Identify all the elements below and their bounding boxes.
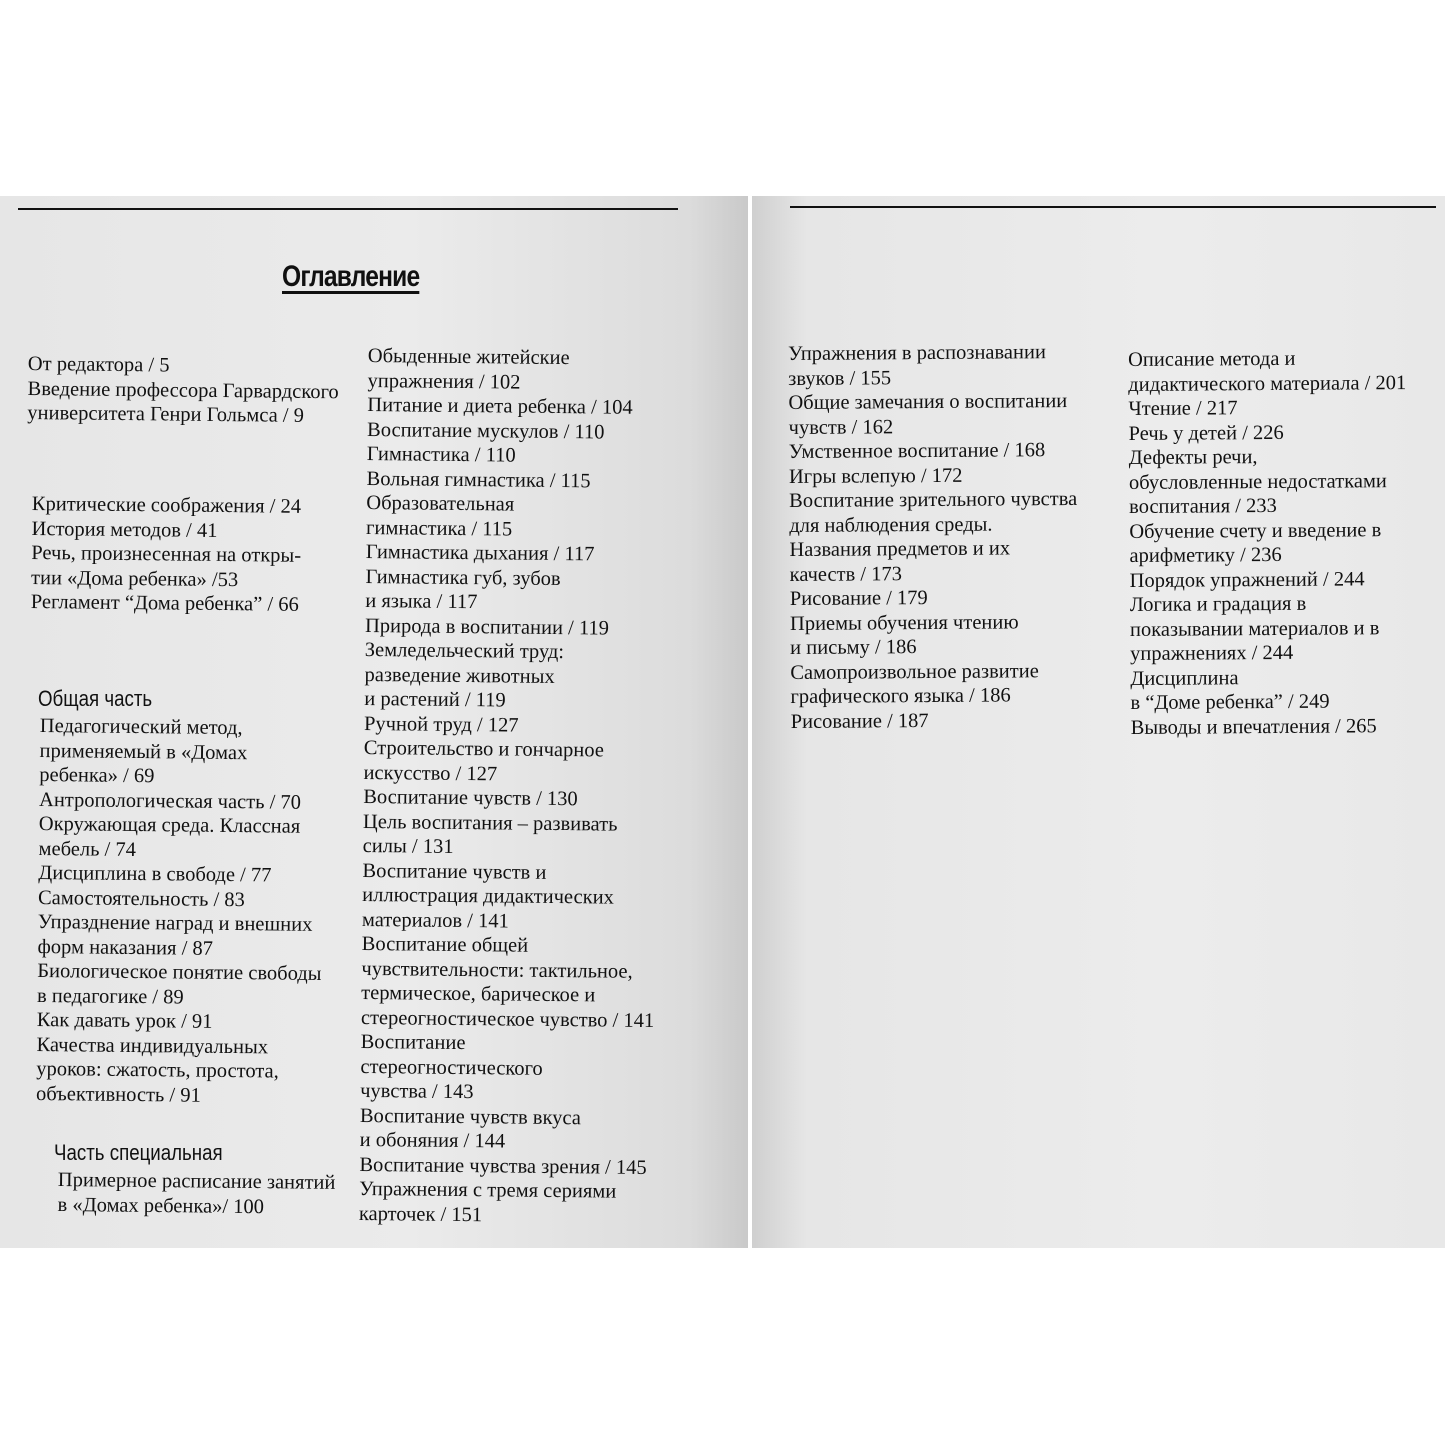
toc-entry: Воспитание стереогностического чувства / 143 (360, 1030, 543, 1104)
page-title: Оглавление (282, 260, 420, 293)
toc-entry: Регламент “Дома ребенка” / 66 (30, 590, 299, 616)
toc-entry: Цель воспитания – развивать силы / 131 (362, 810, 618, 858)
toc-entry: Дефекты речи, обусловленные недостатками воспитания / 233 (1128, 446, 1387, 518)
toc-front-matter (27, 352, 348, 429)
toc-entry: Природа в воспитании / 119 (364, 614, 610, 640)
toc-intro-group (31, 492, 352, 618)
toc-entry: Антропологическая часть / 70 (38, 788, 302, 814)
toc-entry: Педагогический метод, применяемый в «Домах ребенка» / 69 (39, 714, 248, 788)
section-heading-special: Часть специальная (54, 1140, 223, 1165)
toc-entry: Качества индивидуальных уроков: сжатость, простота, объективность / 91 (35, 1033, 279, 1107)
toc-entry: Воспитание чувства зрения / 145 (359, 1153, 647, 1179)
toc-entry: Дисциплина в “Доме ребенка” / 249 (1130, 666, 1330, 714)
toc-entry: Гимнастика губ, зубов и языка / 117 (365, 565, 561, 614)
toc-entry: От редактора / 5 (27, 352, 170, 377)
toc-entry: Названия предметов и их качеств / 173 (789, 537, 1011, 586)
toc-entry: Ручной труд / 127 (363, 712, 519, 737)
toc-entry: Как давать урок / 91 (36, 1008, 213, 1033)
toc-entry: Питание и диета ребенка / 104 (367, 393, 633, 419)
toc-entry: Игры вслепую / 172 (788, 464, 963, 488)
toc-entry: Дисциплина в свободе / 77 (38, 861, 272, 887)
top-rule-right (790, 206, 1436, 208)
toc-entry: Умственное воспитание / 168 (788, 439, 1046, 463)
toc-entry: Окружающая среда. Классная мебель / 74 (38, 812, 301, 861)
toc-column-2 (359, 344, 708, 1230)
toc-entry: Общие замечания о воспитании чувств / 162 (788, 390, 1068, 439)
toc-entry: Чтение / 217 (1128, 397, 1238, 420)
toc-entry: Обыденные житейские упражнения / 102 (367, 344, 570, 394)
toc-entry: Земледельческий труд: разведение животных и растений / 119 (364, 638, 565, 712)
toc-entry: Биологическое понятие свободы в педагогике / 89 (36, 959, 322, 1009)
toc-column-3 (788, 340, 1121, 734)
toc-entry: Упражнения с тремя сериями карточек / 151 (358, 1177, 617, 1226)
top-rule-left (18, 208, 678, 210)
section-heading-general: Общая часть (38, 686, 153, 711)
toc-entry: Вольная гимнастика / 115 (366, 467, 591, 492)
toc-entry: Образовательная гимнастика / 115 (365, 491, 515, 541)
toc-entry: Воспитание мускулов / 110 (366, 418, 605, 443)
toc-entry: Логика и градация в показывании материалов и в упражнениях / 244 (1129, 592, 1380, 665)
toc-entry: Воспитание общей чувствительности: тактильное, термическое, барическое и стереогностическое чувство / 141 (360, 932, 655, 1032)
toc-entry: Упразднение наград и внешних форм наказания / 87 (37, 910, 313, 960)
toc-entry: Воспитание зрительного чувства для наблюдения среды. (789, 487, 1078, 537)
toc-entry: Порядок упражнений / 244 (1129, 567, 1365, 592)
toc-entry: Введение профессора Гарвардского университета Генри Гольмса / 9 (27, 377, 339, 427)
toc-entry: Воспитание чувств и иллюстрация дидактических материалов / 141 (361, 859, 614, 933)
toc-special-items (57, 1168, 377, 1220)
toc-entry: История методов / 41 (31, 517, 218, 542)
left-page (0, 196, 748, 1248)
toc-entry: Речь у детей / 226 (1128, 421, 1284, 445)
right-page (752, 196, 1445, 1248)
toc-column-4 (1128, 346, 1445, 740)
toc-entry: Воспитание чувств вкуса и обоняния / 144 (359, 1104, 582, 1153)
toc-entry: Примерное расписание занятий в «Домах ребенка»/ 100 (57, 1169, 336, 1218)
toc-general-items (36, 714, 370, 1109)
toc-entry: Рисование / 187 (790, 709, 929, 733)
toc-entry: Воспитание чувств / 130 (363, 785, 578, 811)
toc-entry: Самопроизвольное развитие графического языка / 186 (790, 659, 1039, 708)
toc-entry: Самостоятельность / 83 (37, 886, 245, 911)
toc-entry: Рисование / 179 (789, 587, 928, 610)
toc-entry: Строительство и гончарное искусство / 127 (363, 736, 605, 785)
toc-entry: Критические соображения / 24 (31, 492, 302, 518)
toc-entry: Выводы и впечатления / 265 (1130, 714, 1377, 739)
toc-entry: Приемы обучения чтению и письму / 186 (789, 610, 1019, 659)
toc-entry: Гимнастика дыхания / 117 (365, 540, 595, 566)
toc-entry: Упражнения в распознавании звуков / 155 (788, 341, 1046, 390)
toc-entry: Гимнастика / 110 (366, 442, 516, 467)
toc-entry: Обучение счету и введение в арифметику / 236 (1129, 518, 1382, 567)
toc-entry: Речь, произнесенная на откры- тии «Дома ребенка» /53 (30, 541, 302, 591)
toc-entry: Описание метода и дидактического материала / 201 (1128, 347, 1407, 396)
